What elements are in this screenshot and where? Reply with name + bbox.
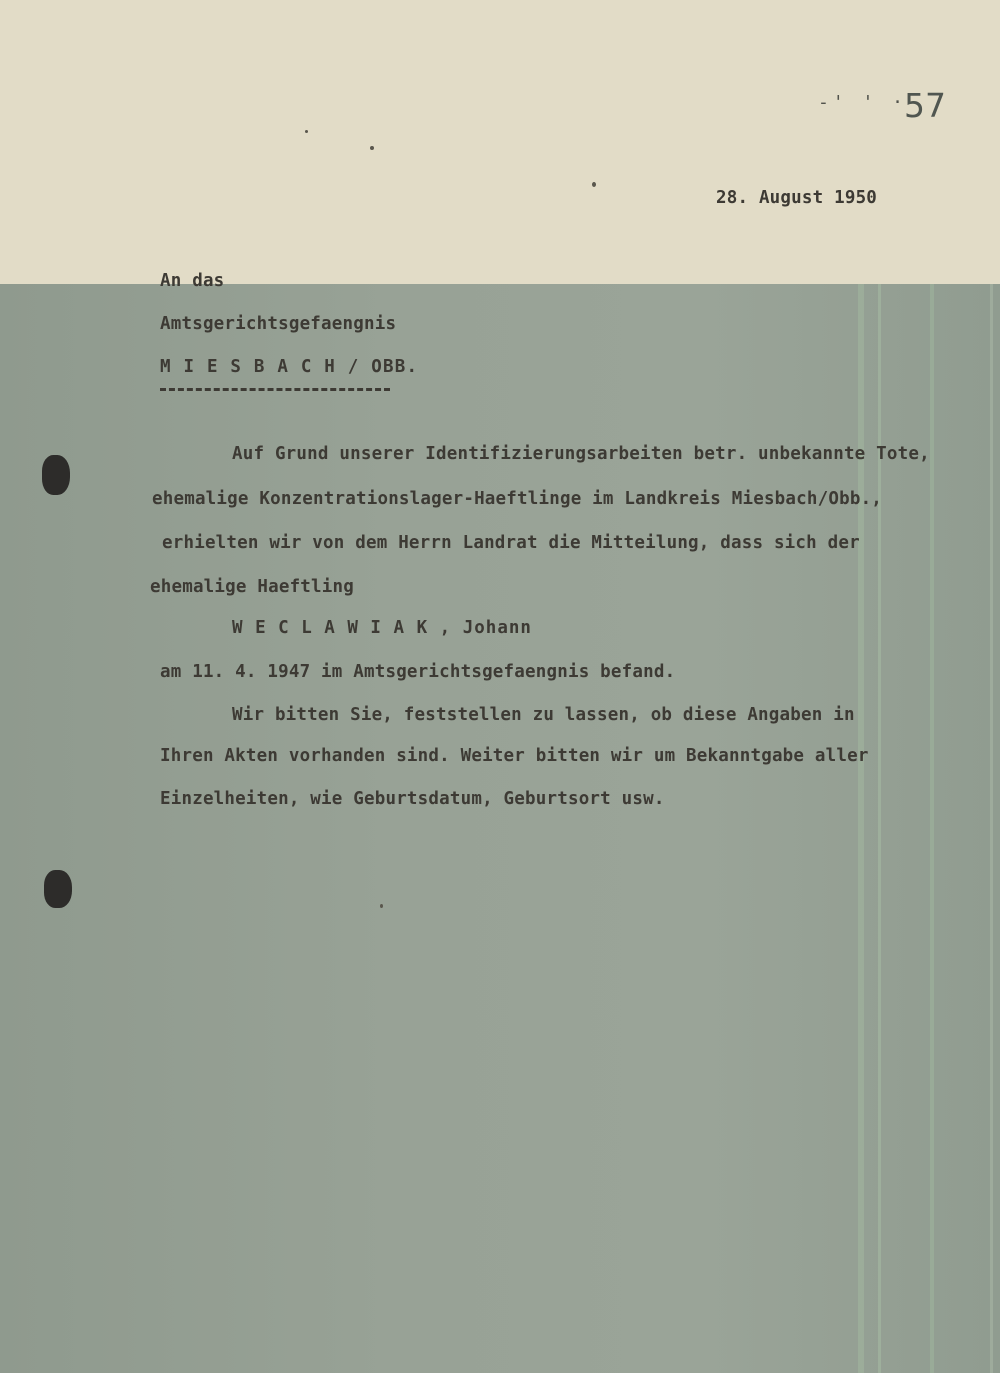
recipient-line-1: An das [160, 271, 225, 291]
recipient-underline [160, 388, 390, 391]
scan-streak [990, 284, 993, 1373]
body-date-line: am 11. 4. 1947 im Amtsgerichtsgefaengnis befand. [160, 662, 676, 682]
ink-speck [305, 130, 308, 133]
punch-hole [44, 870, 72, 908]
ink-speck [380, 904, 383, 908]
letter-date: 28. August 1950 [716, 188, 878, 208]
body-line-7: Einzelheiten, wie Geburtsdatum, Geburtsort usw. [160, 789, 665, 809]
ink-speck [370, 146, 374, 150]
recipient-line-3: M I E S B A C H / OBB. [160, 357, 419, 377]
body-line-2: ehemalige Konzentrationslager-Haeftlinge im Landkreis Miesbach/Obb., [152, 489, 883, 509]
page-marks: -' ' · [818, 92, 908, 113]
recipient-line-2: Amtsgerichtsgefaengnis [160, 314, 397, 334]
punch-hole [42, 455, 70, 495]
body-line-4: ehemalige Haeftling [150, 577, 354, 597]
body-line-6: Ihren Akten vorhanden sind. Weiter bitten wir um Bekanntgabe aller [160, 746, 869, 766]
body-line-5: Wir bitten Sie, feststellen zu lassen, ob diese Angaben in [232, 705, 855, 725]
scan-streak [930, 284, 934, 1373]
body-line-3: erhielten wir von dem Herrn Landrat die Mitteilung, dass sich der [162, 533, 860, 553]
prisoner-name: W E C L A W I A K , Johann [232, 618, 532, 638]
page-number: 57 [904, 86, 946, 125]
body-line-1: Auf Grund unserer Identifizierungsarbeiten betr. unbekannte Tote, [232, 444, 930, 464]
ink-speck [592, 182, 596, 187]
